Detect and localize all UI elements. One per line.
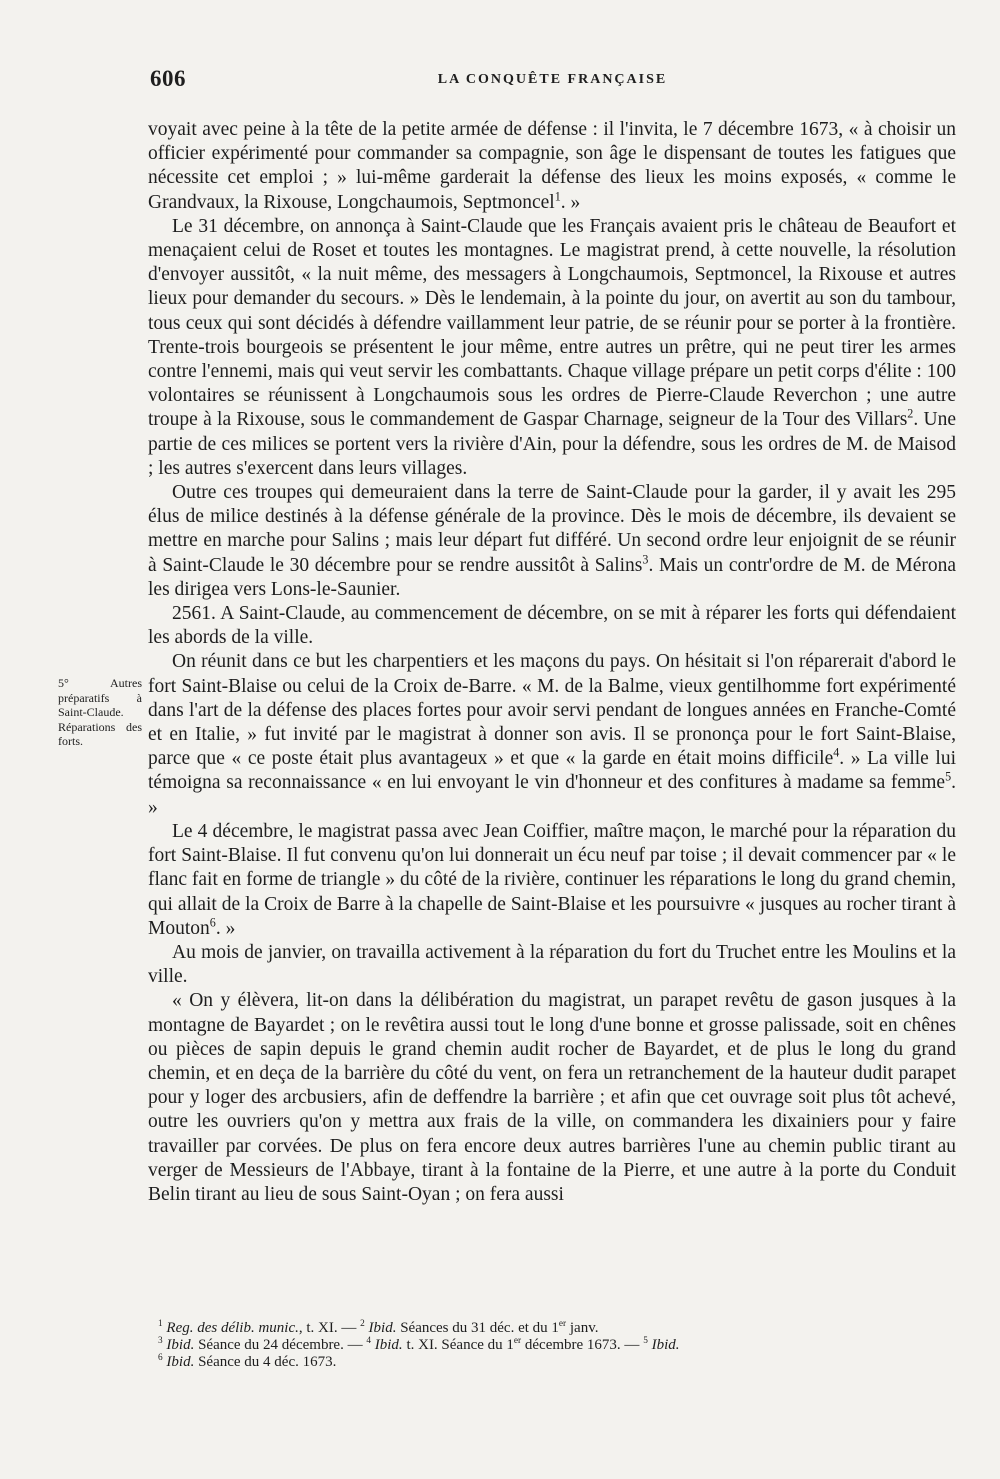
footnote-source: Ibid. bbox=[166, 1354, 195, 1370]
paragraph bbox=[148, 941, 956, 989]
paragraph-tail: . » bbox=[215, 917, 236, 939]
paragraph-text: 2561. A Saint-Claude, au commencement de décembre, on se mit à réparer les forts qui défendaient les abords de la ville. bbox=[148, 603, 956, 649]
running-title: LA CONQUÊTE FRANÇAISE bbox=[437, 72, 668, 87]
paragraph-tail: . Mais un contr'ordre de M. de Mérona les dirigea vers Lons-le-Saunier. bbox=[148, 554, 957, 600]
footnote-source: Ibid. bbox=[374, 1337, 403, 1353]
paragraph-text: Au mois de janvier, on travailla activement à la réparation du fort du Truchet entre les Moulins et la ville. bbox=[148, 941, 956, 988]
footnote-source: Ibid. bbox=[368, 1320, 397, 1336]
paragraph-tail: . » bbox=[560, 191, 581, 213]
ordinal-suffix: er bbox=[558, 1319, 567, 1329]
section-paragraph bbox=[148, 602, 956, 650]
footnote-text: janv. bbox=[566, 1320, 599, 1336]
footnote-ref: 3 bbox=[642, 552, 649, 567]
footnote-text: Séance du 24 décembre. — bbox=[194, 1337, 367, 1353]
footnote-number: 3 bbox=[158, 1336, 163, 1346]
footnote-number: 1 bbox=[158, 1319, 163, 1329]
paragraph-text: voyait avec peine à la tête de la petite armée de défense : il l'invita, le 7 décembre 1673, « à choisir un officier expérimenté pour commander sa compagnie, son âge le dispensant de toutes les fatigues que nécessite cet emploi ; » lui-même garderait la défense des lieux les moins exposés, « comme le Grandvaux, la Rixouse, Longchaumois, Septmoncel bbox=[148, 119, 956, 213]
footnote-line bbox=[158, 1354, 948, 1371]
paragraph-text: Outre ces troupes qui demeuraient dans la terre de Saint-Claude pour la garder, il y avait les 295 élus de milice destinés à la défense générale de la province. Dès le mois de décembre, ils devaient se mettre en marche pour Salins ; mais leur départ fut différé. Un second ordre leur enjoignit de se réunir à Saint-Claude le 30 décembre pour se rendre aussitôt à Salins bbox=[148, 482, 956, 576]
paragraph-tail: . » La ville lui témoigna sa reconnaissance « en lui envoyant le vin d'honneur et des confitures à madame sa femme bbox=[148, 748, 956, 794]
paragraph bbox=[148, 481, 956, 602]
footnote-source: Reg. des délib. munic. bbox=[166, 1320, 299, 1336]
paragraph bbox=[148, 820, 956, 941]
footnote-line bbox=[158, 1337, 948, 1354]
footnote-text: , t. XI. — bbox=[298, 1320, 361, 1336]
footnote-ref: 6 bbox=[209, 915, 216, 930]
paragraph-tail: . Une partie de ces milices se portent vers la rivière d'Ain, pour la défendre, sous les ordres de M. de Maisod ; les autres s'exercent dans leurs villages. bbox=[148, 409, 956, 479]
footnote-number: 5 bbox=[643, 1336, 648, 1346]
paragraph bbox=[148, 650, 956, 819]
footnote-ref: 4 bbox=[833, 745, 840, 760]
paragraph-text: « On y élèvera, lit-on dans la délibération du magistrat, un parapet revêtu de gason jusques à la montagne de Bayardet ; on le revêtira aussi tout le long d'une bonne et grosse palissade, soit en chênes ou pièces de sapin depuis le grand chemin audit rocher de Bayardet, et de plus le long du grand chemin, et en deça de la barrière du côté du vent, on fera un retranchement de la hauteur dudit parapet pour y loger des arcbusiers, afin de deffendre la barrière ; et afin que cet ouvrage soit plus tôt achevé, outre les ouvriers qu'on y mettra aux frais de la ville, on commandera les dixainiers pour y faire travailler par corvées. De plus on fera encore deux autres barrières l'une au chemin public tirant au verger de Messieurs de l'Abbaye, tirant à la fontaine de la Pierre, et une autre à la porte du Conduit Belin tirant au lieu de sous Saint-Oyan ; on fera aussi bbox=[148, 990, 956, 1205]
paragraph-text: Le 31 décembre, on annonça à Saint-Claude que les Français avaient pris le château de Beaufort et menaçaient celui de Roset et toutes les montagnes. Le magistrat prend, à cette nouvelle, la résolution d'envoyer aussitôt, « la nuit même, des messagers à Longchaumois, Septmoncel, la Rixouse et autres lieux pour demander du secours. » Dès le lendemain, à la pointe du jour, on avertit au son du tambour, tous ceux qui sont décidés à défendre vaillamment leur patrie, de se réunir pour se porter à la frontière. Trente-trois bourgeois se présentent le jour même, entre autres un prêtre, qui ne peut tirer les armes contre l'ennemi, mais qui veut servir les combattants. Chaque village prépare un petit corps d'élite : 100 volontaires se réunissent à Longchaumois sous les ordres de Pierre-Claude Reverchon ; une autre troupe à la Rixouse, sous le commandement de Gaspar Charnage, seigneur de la Tour des Villars bbox=[148, 215, 956, 431]
footnote-source: Ibid. bbox=[166, 1337, 195, 1353]
footnote-text: Séance du 4 déc. 1673. bbox=[194, 1354, 337, 1370]
ordinal-suffix: er bbox=[513, 1336, 522, 1346]
footnotes bbox=[158, 1320, 948, 1371]
footnote-source: Ibid. bbox=[651, 1337, 680, 1353]
main-text bbox=[148, 118, 956, 1207]
page-number: 606 bbox=[150, 66, 186, 91]
footnote-line bbox=[158, 1320, 948, 1337]
paragraph-tail: . » bbox=[148, 772, 956, 818]
footnote-ref: 5 bbox=[945, 769, 952, 784]
footnote-number: 4 bbox=[366, 1336, 372, 1346]
footnote-ref: 1 bbox=[554, 189, 561, 204]
footnote-text: décembre 1673. — bbox=[521, 1337, 644, 1353]
paragraph bbox=[148, 989, 956, 1207]
paragraph-text: Le 4 décembre, le magistrat passa avec Jean Coiffier, maître maçon, le marché pour la réparation du fort Saint-Blaise. Il fut convenu qu'on lui donnerait un écu neuf par toise ; il devait commencer par « le flanc fait en forme de triangle » du côté de la rivière, continuer les réparations le long du grand chemin, qui allait de la Croix de Barre à la chapelle de Saint-Blaise et les poursuivre « jusques au rocher tirant à Mouton bbox=[148, 820, 956, 939]
paragraph bbox=[148, 118, 956, 215]
footnote-text: t. XI. Séance du 1 bbox=[402, 1337, 514, 1353]
footnote-text: Séances du 31 déc. et du 1 bbox=[396, 1320, 559, 1336]
page-header bbox=[150, 62, 955, 96]
footnote-ref: 2 bbox=[907, 406, 914, 421]
paragraph bbox=[148, 215, 956, 481]
margin-note: 5° Autres préparatifs à Saint-Claude. Réparations des forts. bbox=[58, 676, 142, 748]
footnote-number: 6 bbox=[158, 1353, 163, 1363]
footnote-number: 2 bbox=[360, 1319, 365, 1329]
paragraph-text: On réunit dans ce but les charpentiers et les maçons du pays. On hésitait si l'on réparerait d'abord le fort Saint-Blaise ou celui de la Croix de-Barre. « M. de la Balme, vieux gentilhomme fort expérimenté dans l'art de la défense des places fortes pour avoir servi pendant de longues années en Franche-Comté et en Italie, » fut invité par le magistrat à donner son avis. Il se prononça pour le fort Saint-Blaise, parce que « ce poste était plus avantageux » et que « la garde en était moins difficile bbox=[148, 651, 956, 770]
